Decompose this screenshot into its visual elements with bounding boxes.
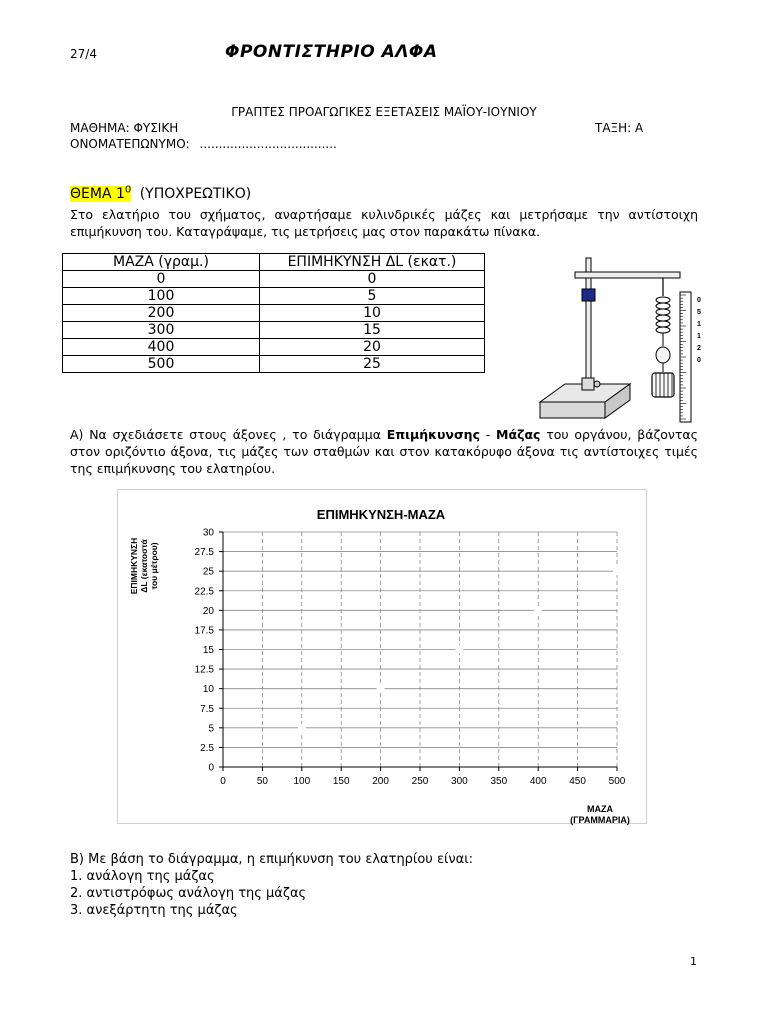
question-b: [70, 851, 473, 919]
table-cell-mass: 0: [63, 271, 260, 288]
exam-title: ΓΡΑΠΤΕΣ ΠΡΟΑΓΩΓΙΚΕΣ ΕΞΕΤΑΣΕΙΣ ΜΑΪΟΥ-ΙΟΥΝΙΟΥ: [231, 105, 537, 119]
x-tick-label: 0: [220, 776, 226, 787]
option-2[interactable]: 2. αντιστρόφως ανάλογη της μάζας: [70, 886, 307, 901]
table-cell-extension: 10: [260, 305, 485, 322]
x-tick-label: 300: [451, 776, 468, 787]
table-cell-mass: 500: [63, 356, 260, 373]
x-tick-label: 200: [372, 776, 389, 787]
data-point: [455, 646, 463, 654]
table-cell-mass: 400: [63, 339, 260, 356]
table-cell-extension: 25: [260, 356, 485, 373]
y-tick-label: 25: [202, 566, 214, 578]
y-tick-label: 10: [202, 684, 214, 696]
page-number: 1: [690, 955, 697, 968]
ruler-digit: 0: [697, 297, 701, 304]
table-cell-extension: 0: [260, 271, 485, 288]
table-cell-extension: 5: [260, 288, 485, 305]
option-1[interactable]: 1. ανάλογη της μάζας: [70, 869, 215, 884]
subject-line: ΜΑΘΗΜΑ: ΦΥΣΙΚΗ: [70, 121, 179, 135]
y-tick-label: 30: [202, 527, 214, 539]
question-b-stem: Β) Με βάση το διάγραμμα, η επιμήκυνση του ελατηρίου είναι:: [70, 852, 473, 867]
date: 27/4: [70, 47, 97, 61]
y-tick-label: 2.5: [200, 742, 214, 754]
topic-note: (ΥΠΟΧΡΕΩΤΙΚΟ): [139, 185, 252, 202]
data-point: [613, 567, 621, 575]
table-cell-extension: 15: [260, 322, 485, 339]
x-tick-label: 50: [256, 776, 268, 787]
table-cell-mass: 200: [63, 305, 260, 322]
topic-label: ΘΕΜΑ $1^0$: [70, 184, 132, 202]
y-tick-label: 27.5: [194, 547, 214, 559]
y-tick-label: 7.5: [200, 703, 214, 715]
chart-x-axis-label: ΜΑΖΑ (ΓΡΑΜΜΑΡΙΑ): [570, 804, 630, 825]
chart-title: ΕΠΙΜΗΚΥΝΣΗ-ΜΑΖΑ: [316, 507, 446, 522]
ruler-digit: 5: [697, 309, 701, 316]
school-name: ΦΡΟΝΤΙΣΤΗΡΙΟ ΑΛΦΑ: [225, 42, 438, 62]
ruler-digit: 2: [697, 345, 701, 352]
topic-superscript: 0: [124, 184, 132, 195]
question-a: Α) Να σχεδιάσετε στους άξονες , το διάγραμμα Επιμήκυνσης - Μάζας του οργάνου, βάζοντας στον οριζόντιο άξονα, τις μάζες των σταθμών και στον κατακόρυφο άξονα τις αντίστοιχες τιμές της επιμήκυνσης του ελατηρίου.: [70, 427, 698, 476]
question-a-bold-extension: Επιμήκυνσης: [386, 427, 480, 442]
y-tick-label: 15: [202, 645, 214, 656]
option-3[interactable]: 3. ανεξάρτητη της μάζας: [70, 903, 238, 918]
x-tick-label: 350: [490, 776, 508, 787]
y-tick-label: 0: [208, 762, 214, 774]
question-a-bold-mass: Μάζας: [496, 427, 541, 442]
data-point: [298, 724, 306, 732]
table-cell-extension: 20: [260, 339, 485, 356]
y-tick-label: 12.5: [194, 664, 214, 676]
intro-paragraph: Στο ελατήριο του σχήματος, αναρτήσαμε κυλινδρικές μάζες και μετρήσαμε την αντίστοιχη επιμήκυνση του. Καταγράψαμε, τις μετρήσεις μας στον παρακάτω πίνακα.: [70, 207, 698, 239]
name-blank[interactable]: ....................................: [199, 137, 337, 151]
x-tick-label: 150: [332, 776, 350, 787]
table-header-extension: ΕΠΙΜΗΚΥΝΣΗ ΔL (εκατ.): [260, 254, 485, 271]
name-label: ΟΝΟΜΑΤΕΠΩΝΥΜΟ:: [70, 137, 190, 151]
x-tick-label: 250: [411, 776, 429, 787]
ruler-digit: 1: [697, 321, 701, 328]
table-header-mass: ΜΑΖΑ (γραμ.): [63, 254, 260, 271]
x-tick-label: 500: [608, 776, 626, 787]
data-point: [534, 606, 542, 614]
y-tick-label: 17.5: [194, 625, 214, 637]
chart-y-axis-label: ΕΠΙΜΗΚΥΝΣΗ ΔL (εκατοστά του μέτρου): [129, 537, 159, 595]
y-tick-label: 20: [202, 605, 214, 617]
table-cell-mass: 100: [63, 288, 260, 305]
ruler-digit: 1: [697, 333, 701, 340]
data-point: [377, 685, 385, 693]
table-cell-mass: 300: [63, 322, 260, 339]
y-tick-label: 22.5: [194, 586, 214, 598]
x-tick-label: 400: [529, 776, 547, 787]
ruler-digit: 0: [697, 357, 701, 364]
x-tick-label: 450: [569, 776, 586, 787]
y-tick-label: 5: [208, 723, 214, 735]
grade-line: ΤΑΞΗ: Α: [595, 121, 644, 135]
x-tick-label: 100: [293, 776, 311, 787]
